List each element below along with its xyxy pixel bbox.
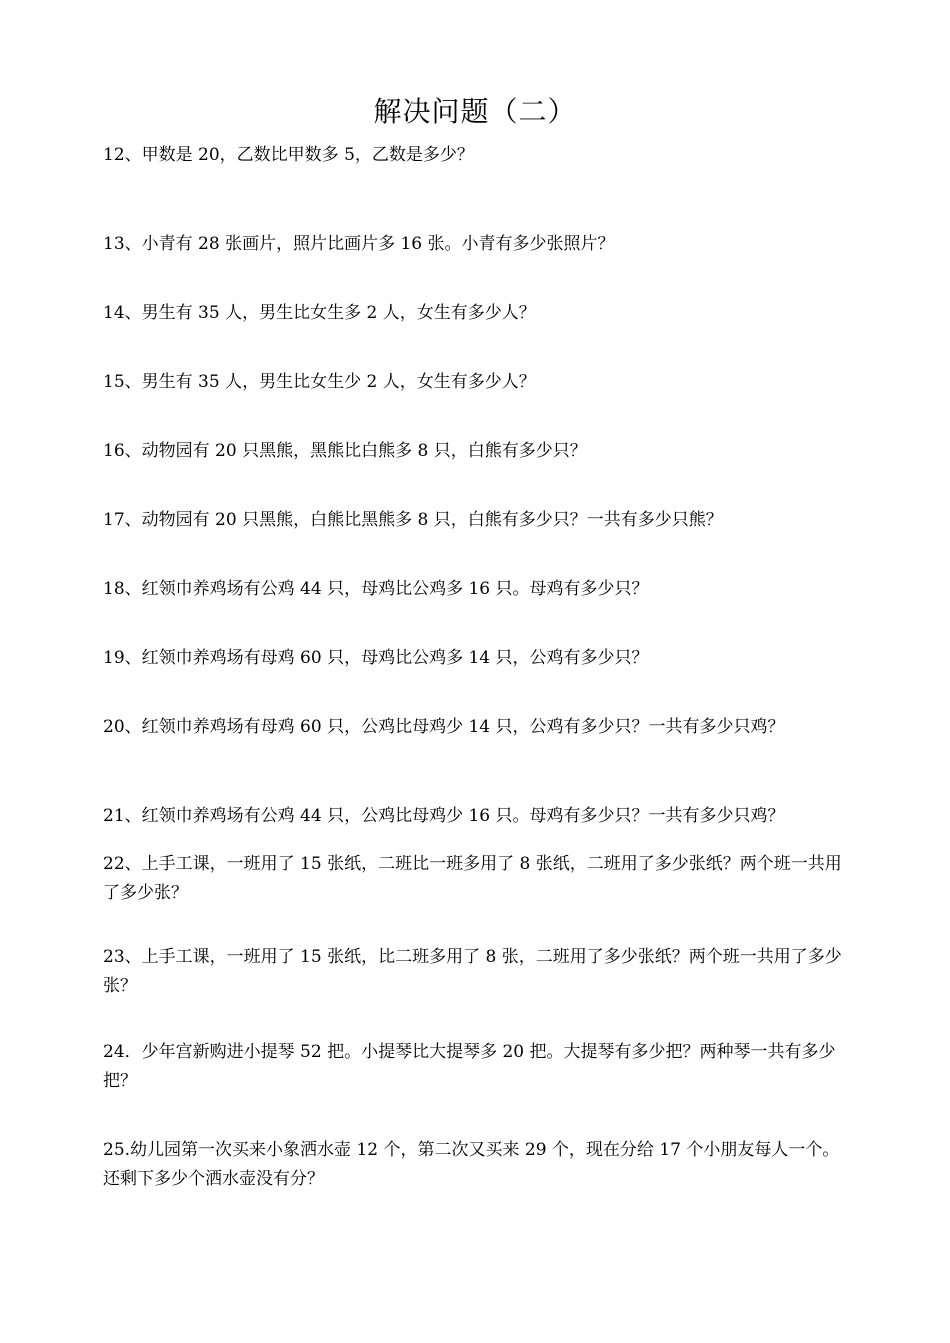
- question-22: 22、上手工课，一班用了 15 张纸，二班比一班多用了 8 张纸，二班用了多少张纸？两个班一共用了多少张？: [103, 854, 842, 903]
- question-17: 17、动物园有 20 只黑熊，白熊比黑熊多 8 只，白熊有多少只？一共有多少只熊？: [103, 510, 723, 530]
- question-25: 25.幼儿园第一次买来小象洒水壶 12 个，第二次又买来 29 个，现在分给 17 个小朋友每人一个。还剩下多少个洒水壶没有分？: [103, 1140, 840, 1189]
- question-18: 18、红领巾养鸡场有公鸡 44 只，母鸡比公鸡多 16 只。母鸡有多少只？: [103, 579, 649, 599]
- question-14: 14、男生有 35 人，男生比女生多 2 人，女生有多少人？: [103, 303, 536, 323]
- page-title: 解决问题（二）: [373, 95, 577, 128]
- question-12: 12、甲数是 20，乙数比甲数多 5，乙数是多少？: [103, 145, 474, 165]
- question-16: 16、动物园有 20 只黑熊，黑熊比白熊多 8 只，白熊有多少只？: [103, 441, 587, 461]
- question-24: 24．少年宫新购进小提琴 52 把。小提琴比大提琴多 20 把。大提琴有多少把？两种琴一共有多少把？: [103, 1042, 836, 1091]
- question-21: 21、红领巾养鸡场有公鸡 44 只，公鸡比母鸡少 16 只。母鸡有多少只？一共有多少只鸡？: [103, 806, 785, 826]
- question-19: 19、红领巾养鸡场有母鸡 60 只，母鸡比公鸡多 14 只，公鸡有多少只？: [103, 648, 649, 668]
- question-15: 15、男生有 35 人，男生比女生少 2 人，女生有多少人？: [103, 372, 536, 392]
- question-20: 20、红领巾养鸡场有母鸡 60 只，公鸡比母鸡少 14 只，公鸡有多少只？一共有多少只鸡？: [103, 717, 785, 737]
- question-13: 13、小青有 28 张画片，照片比画片多 16 张。小青有多少张照片？: [103, 234, 615, 254]
- question-23: 23、上手工课，一班用了 15 张纸，比二班多用了 8 张，二班用了多少张纸？两个班一共用了多少张？: [103, 947, 842, 996]
